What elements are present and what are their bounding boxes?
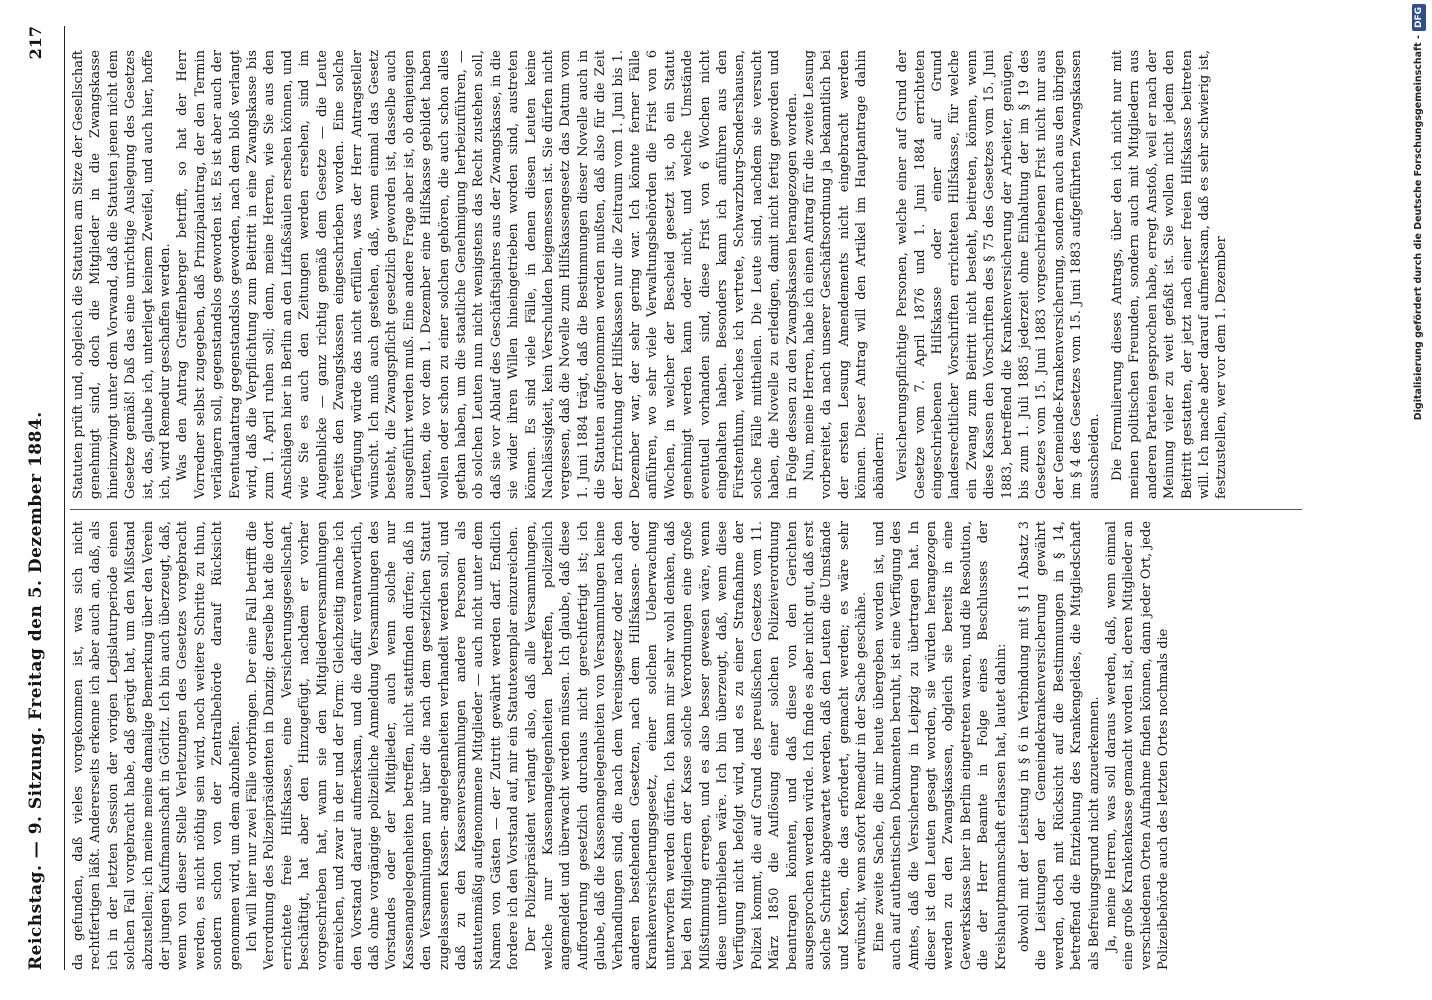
quoted-paragraph: Versicherungspflichtige Personen, welche einer auf Grund der Gesetze vom 7. April 1876 und 1. Juni 1884 errichteten eingeschriebenen Hilfskasse oder einer auf Grund landesrechtlicher Vorschriften errichteten Hilfskasse, für welche ein Zwang zum Beitritt nicht besteht, beitreten, können, wenn diese Kassen den Vorschriften des § 75 des Gesetzes vom 15. Juni 1883, betreffend die Krankenversicherung der Arbeiter, genügen, bis zum 1. Juli 1885 jederzeit ohne Einhaltung der im § 19 des Gesetzes vom 15. Juni 1883 vorgeschriebenen Frist nicht nur aus der Gemeinde-Krankenversicherung, sondern auch aus den übrigen im § 4 des Gesetzes vom 15. Juni 1883 aufgeführten Zwangskassen ausscheiden. xyxy=(895,50,1102,499)
running-title: Reichstag. — 9. Sitzung. Freitag den 5. Dezember 1884. xyxy=(26,411,46,970)
paragraph: Nun, meine Herren, habe ich einen Antrag für die zweite Lesung vorbereitet, da nach unserer Geschäftsordnung ja bekanntlich bei der ersten Lesung Amendements nicht eingebracht werden können. Dieser Antrag will den Artikel im Hauptantrage dahin abändern: xyxy=(802,50,887,499)
quoted-paragraph: obwohl mit der Leistung in § 6 in Verbindung mit § 11 Absatz 3 die Leistungen der Gemeindekrankenversicherung gewährt werden, doch mit Rücksicht auf die Bestimmungen in § 14, betreffend die Entziehung des Krankengeldes, die Mitgliedschaft als Befreiungsgrund nicht anzuerkennen. xyxy=(1016,521,1102,970)
paragraph: Statuten prüft und, obgleich die Statuten am Sitze der Gesellschaft genehmigt sind, doch die Mitglieder in die Zwangskasse hineinzwingt unter dem Vorwand, daß die Statuten jenen nicht dem Gesetze gemäß! Daß das eine unrichtige Auslegung des Gesetzes ist, das, glaube ich, unterliegt keinem Zweifel, und auch hier, hoffe ich, wird Remedur geschaffen werden. xyxy=(71,50,174,499)
column-divider xyxy=(70,509,1302,510)
paragraph: Eine zweite Sache, die mir heute übergeben worden ist, und auch auf authentischen Dokumenten beruht, ist eine Verfügung des Amtes, daß die Versicherung in Leipzig zu übertragen hat. In dieser ist den Leuten gesagt worden, sie würden herangezogen werden zu den Zwangskassen, obgleich sie bereits in eine Gewerkskasse hier in Berlin eingetreten waren, und die Resolution, die der Herr Beamte in Folge eines Beschlusses der Kreishauptmannschaft erlassen hat, lautet dahin: xyxy=(871,521,1009,970)
paragraph: Der Polizeipräsident verlangt also, daß alle Versammlungen, welche nur Kassenangelegenheiten betreffen, polizeilich angemeldet und überwacht werden müssen. Ich glaube, daß diese Aufforderung gesetzlich durchaus nicht gerechtfertigt ist; ich glaube, daß die Kassenangelegenheiten von Versammlungen keine Verhandlungen sind, die nach dem Vereinsgesetz oder nach den anderen bestehenden Gesetzen, nach dem Hilfskassen- oder Krankenversicherungsgesetz, einer solchen Ueberwachung unterworfen werden dürfen. Ich kann mir sehr wohl denken, daß bei den Mitgliedern der Kasse solche Verordnungen eine große Mißstimmung erregen, und es also besser gewesen wäre, wenn diese unterblieben wäre. Ich bin überzeugt, daß, wenn diese Verfügung nicht befolgt wird, und es zu einer Strafnahme der Polizei kommt, die auf Grund des preußischen Gesetzes vom 11. März 1850 die Auflösung einer solchen Polizeiverordnung beantragen könnten, und daß diese von den Gerichten ausgesprochen werden würde. Ich finde es aber nicht gut, daß erst solche Schritte abgewartet werden, daß den Leuten die Umstände und Kosten, die das erfordert, gemacht werden; es wäre sehr erwünscht, wenn sofort Remedur in der Sache geschähe. xyxy=(523,521,870,970)
funding-note: Digitalisierung gefördert durch die Deutsche Forschungsgemeinschaft - xyxy=(1413,35,1424,421)
dfg-logo: DFG xyxy=(1412,4,1426,31)
paragraph: Ich will hier nur zwei Fälle vorbringen. Der eine Fall betrifft die Verordnung des Polizeipräsidenten in Danzig; derselbe hat die dort errichtete freie Hilfskasse, eine Versicherungsgesellschaft, beschäftigt, hat aber den Hinzugefügt, nachdem er vorher vorgeschrieben hat, wann sie den Mitgliederversammlungen einreichen, und zwar in der und der Form: Gleichzeitig mache ich den Vorstand darauf aufmerksam, und die dafür verantwortlich, daß ohne vorgängige polizeiliche Anmeldung Versammlungen des Vorstandes oder der Mitglieder, auch wenn solche nur Kassenangelegenheiten betreffen, nicht stattfinden dürfen; daß in den Versammlungen nur über die nach dem gesetzlichen Statut zugelassenen Kassen- angelegenheiten verhandelt werden soll, und daß zu den Kassenversammlungen andere Personen als statutenmäßig aufgenommene Mitglieder — auch nicht unter dem Namen von Gästen — der Zutritt gewährt werden darf. Endlich fordere ich den Vorstand auf, mir ein Statutexemplar einzureichen. xyxy=(245,521,522,970)
paragraph: Ja, meine Herren, was soll daraus werden, daß, wenn einmal eine große Krankenkasse gemacht worden ist, deren Mitglieder an verschiedenen Orten Aufnahme finden können, dann jeder Ort, jede Polizeibehörde auch des letzten Ortes nochmals die xyxy=(1103,521,1172,970)
right-column xyxy=(70,50,1302,499)
page-number: 217 xyxy=(26,26,45,60)
document-page xyxy=(14,26,1314,970)
digitization-notice xyxy=(1408,4,1430,996)
paragraph: da gefunden, daß vieles vorgekommen ist, was sich nicht rechtfertigen läßt. Andererseits erkenne ich aber auch an, daß, als ich in der letzten Session der vorigen Legislaturperiode einen solchen Fall vorgebracht habe, daß gerügt hat, um den Mißstand abzustellen; ich meine meine damalige Bemerkung über den Verein der jungen Kaufmannschaft in Görlitz. Ich bin auch überzeugt, daß, wenn von dieser Stelle Verletzungen des Gesetzes vorgebracht werden, es nicht nöthig sein wird, noch weitere Schritte zu thun, sondern schon von der Zentralbehörde darauf Rücksicht genommen wird, um dem abzuhelfen. xyxy=(71,521,243,970)
left-column xyxy=(70,521,1302,970)
paragraph: Was den Antrag Greiffenberger betrifft, so hat der Herr Vorredner selbst zugegeben, daß Prinzipalantrag, der den Termin verlängern soll, gegenstandslos geworden ist. Es ist aber auch der Eventualantrag gegenstandslos geworden, nach dem bloß verlangt wird, daß die Verpflichtung zum Beitritt in eine Zwangskasse bis zum 1. April ruhen soll; denn, meine Herren, wie Sie aus den Anschlägen hier in Berlin an den Litfaßsäulen ersehen können, und wie Sie es auch den Zeitungen werden ersehen, sind im Augenblicke — ganz richtig gemäß dem Gesetze — die Leute bereits den Zwangskassen eingeschrieben worden. Eine solche Verfügung würde das nicht erfüllen, was der Herr Antragsteller wünscht. Ich muß auch gestehen, daß, wenn einmal das Gesetz besteht, die Zwangspflicht gesetzlich geworden ist, dasselbe auch ausgeführt werden muß. Eine andere Frage aber ist, ob denjenigen Leuten, die vor dem 1. Dezember eine Hilfskasse gebildet haben wollen oder schon zu einer solchen gehören, die auch schon alles gethan haben, um die staatliche Genehmigung herbeizuführen, — ob solchen Leuten nun nicht wenigstens das Recht zustehen soll, daß sie vor Ablauf des Geschäftsjahres aus der Zwangskasse, in die sie wider ihren Willen hineingetrieben worden sind, austreten können. Es sind viele Fälle, in denen diesen Leuten keine Nachlässigkeit, kein Verschulden beigemessen ist. Sie dürfen nicht vergessen, daß die Novelle zum Hilfskassengesetz das Datum vom 1. Juni 1884 trägt, daß die Bestimmungen dieser Novelle auch in die Statuten aufgenommen werden mußten, daß also für die Zeit der Errichtung der Hilfskassen nur die Zeitraum vom 1. Juni bis 1. Dezember war, der sehr gering war. Ich könnte ferner Fälle anführen, wo sehr viele Verwaltungsbehörden die Frist von 6 Wochen, in welcher der Bescheid gesetzt ist, ob ein Statut genehmigt werden kann oder nicht, und welche Umstände eventuell vorhanden sind, diese Frist von 6 Wochen nicht eingehalten haben. Besonders kann ich anführen aus den Fürstenthum, welches ich vertrete, Schwarzburg-Sondershausen, solche Fälle mittheilen. Die Leute sind, nachdem sie versucht haben, die Novelle zu erledigen, damit nicht fertig geworden und in Folge dessen zu den Zwangskassen herangezogen worden. xyxy=(175,50,800,499)
paragraph: Die Formulierung dieses Antrags, über den ich nicht nur mit meinen politischen Freunden, sondern auch mit Mitgliedern aus anderen Parteien gesprochen habe, erregt Anstoß, weil er nach der Meinung vieler zu weit gefaßt ist. Sie wollen nicht jedem den Beitritt gestatten, der jetzt nach einer freien Hilfskasse beitreten will. Ich mache aber darauf aufmerksam, daß es sehr schwierig ist, festzustellen, wer vor dem 1. Dezember xyxy=(1109,50,1230,499)
page-header xyxy=(14,26,65,970)
